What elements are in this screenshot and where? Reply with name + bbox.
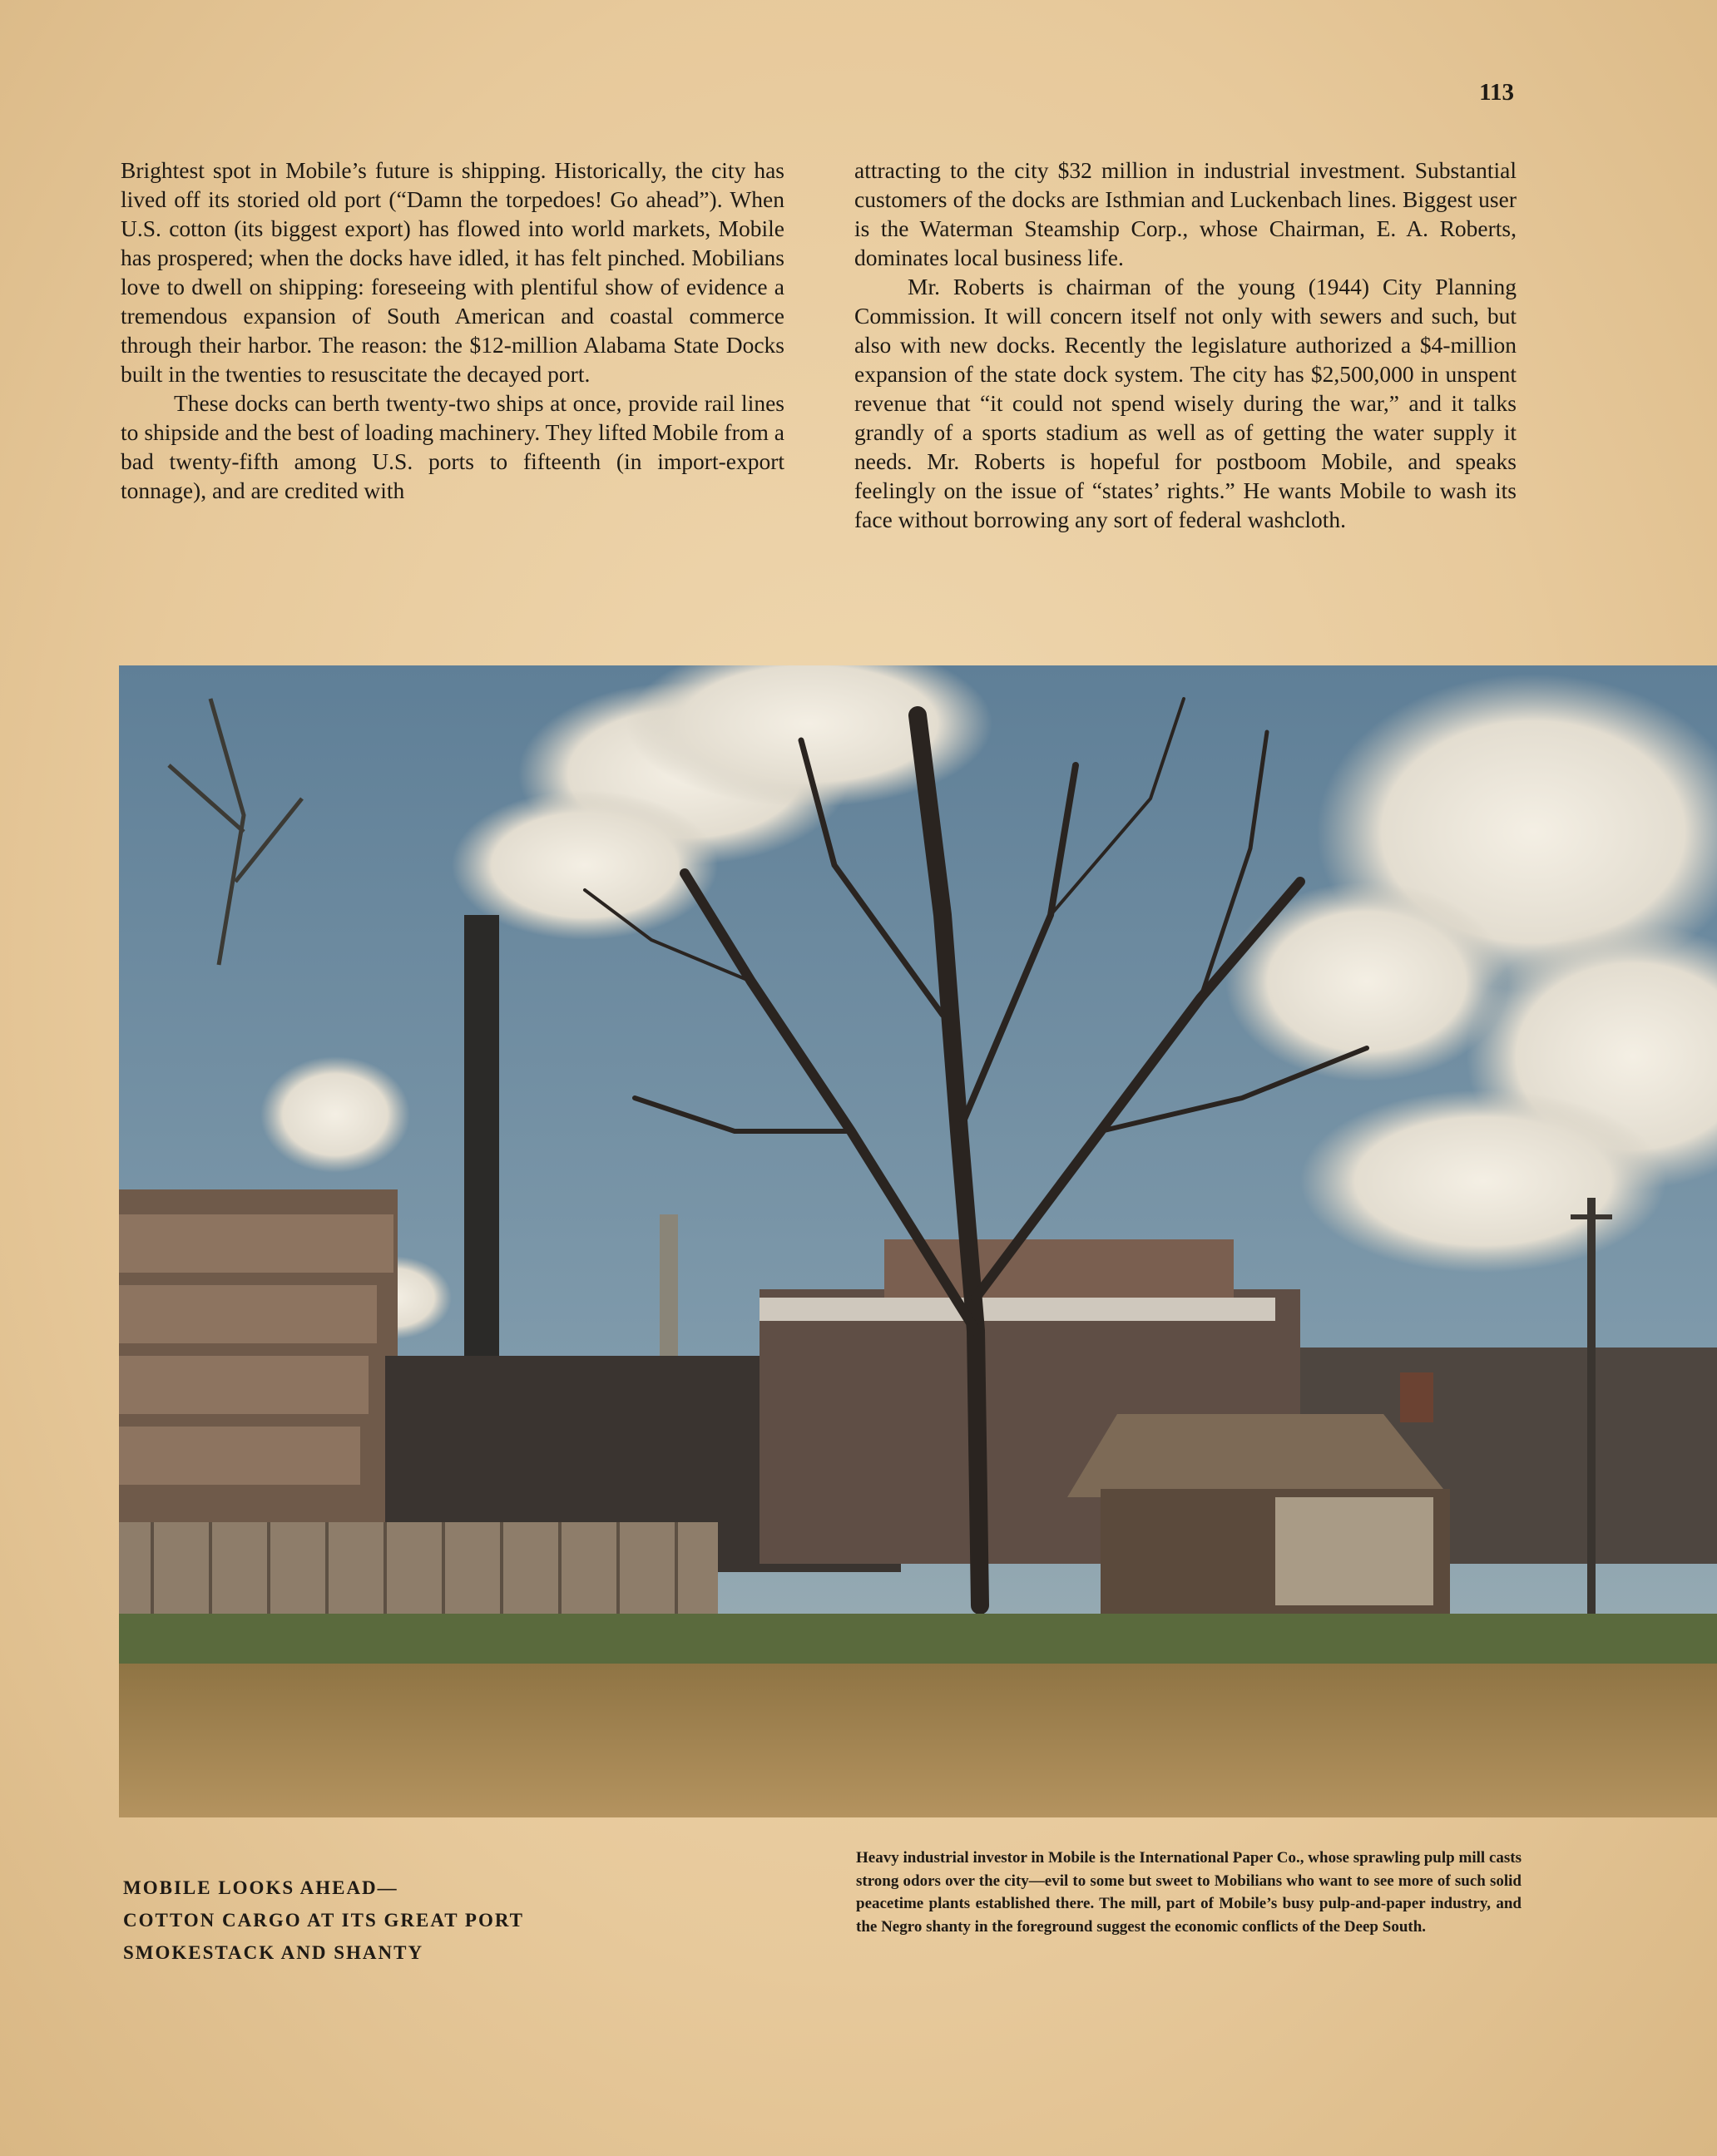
article-paragraph: attracting to the city $32 million in industrial investment. Substantial customers of the docks are Isthmian and Luckenbach lines. Biggest user is the Waterman Steamship Corp., whose Chairman, E. A. Roberts, dominates local business life. bbox=[854, 157, 1517, 270]
article-paragraph: These docks can berth twenty-two ships at once, provide rail lines to shipside and the best of loading machinery. They lifted Mobile from a bad twenty-fifth among U.S. ports to fifteenth (in import-export tonnage), and are credited with bbox=[121, 390, 784, 503]
photo-caption-text: Heavy industrial investor in Mobile is the International Paper Co., whose sprawling pulp mill casts strong odors over the city—evil to some but sweet to Mobilians who want to see more of such solid peacetime plants established there. The mill, part of Mobile’s busy pulp-and-paper industry, and the Negro shanty in the foreground suggest the economic conflicts of the Deep South. bbox=[856, 1849, 1522, 1936]
article-column-right bbox=[854, 156, 1517, 534]
page-number: 113 bbox=[1479, 79, 1514, 106]
article-paragraph: Brightest spot in Mobile’s future is shipping. Historically, the city has lived off its storied old port (“Damn the torpedoes! Go ahead”). When U.S. cotton (its biggest export) has flowed into world markets, Mobile has prospered; when the docks have idled, it has felt pinched. Mobilians love to dwell on shipping: foreseeing with plentiful show of evidence a tremendous expansion of South American and coastal commerce through their harbor. The reason: the $12-million Alabama State Docks built in the twenties to resuscitate the decayed port. bbox=[121, 157, 784, 387]
photo-caption-headlines bbox=[123, 1872, 639, 1969]
article-paragraph: Mr. Roberts is chairman of the young (1944) City Planning Commission. It will concern itself not only with sewers and such, but also with new docks. Recently the legislature authorized a $4-million expansion of the state dock system. The city has $2,500,000 in unspent revenue that “it could not spend wisely during the war,” and it talks grandly of a sports stadium as well as of getting the water supply it needs. Mr. Roberts is hopeful for postboom Mobile, and speaks feelingly on the issue of “states’ rights.” He wants Mobile to wash its face without borrowing any sort of federal washcloth. bbox=[854, 274, 1517, 532]
caption-headline: COTTON CARGO AT ITS GREAT PORT bbox=[123, 1910, 525, 1931]
mill-and-shanty-photo bbox=[119, 665, 1717, 1817]
caption-headline: SMOKESTACK AND SHANTY bbox=[123, 1942, 424, 1963]
article-column-left bbox=[121, 156, 784, 505]
caption-headline: MOBILE LOOKS AHEAD— bbox=[123, 1877, 398, 1898]
